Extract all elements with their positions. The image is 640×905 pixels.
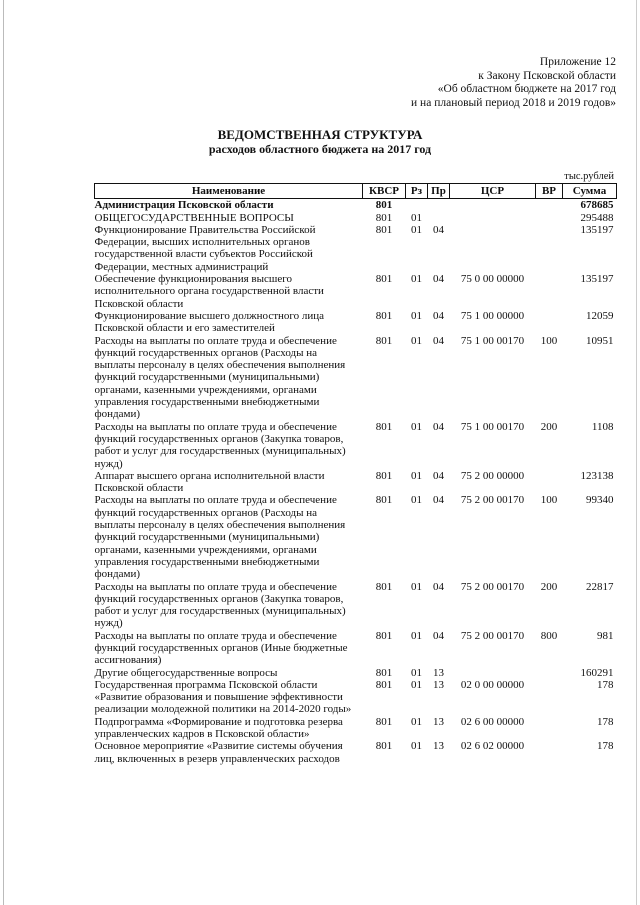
table-row <box>95 212 617 224</box>
cell-name: Функционирование Правительства Российской Федерации, высших исполнительных органов государственной власти субъектов Российской Федерации, местных администраций <box>94 223 316 273</box>
table-row <box>95 716 617 741</box>
cell-vr: 200 <box>540 580 558 593</box>
cell-ksvr: 801 <box>375 678 393 691</box>
cell-pr: 13 <box>433 715 444 728</box>
cell-rz: 01 <box>411 469 422 482</box>
table-row <box>95 494 617 580</box>
col-header-sum: Сумма <box>563 184 617 199</box>
cell-pr: 04 <box>433 580 444 593</box>
budget-table <box>94 183 617 765</box>
col-header-pr: Пр <box>428 184 450 199</box>
table-row <box>95 199 617 212</box>
cell-csr: 75 2 00 00170 <box>460 629 525 642</box>
cell-sum: 135197 <box>580 223 614 236</box>
cell-pr: 04 <box>433 420 444 433</box>
cell-name: Расходы на выплаты по оплате труда и обеспечение функций государственных органов (Закупка товаров, работ и услуг для государственных (муниципальных) нужд) <box>94 580 346 630</box>
cell-pr <box>428 199 450 212</box>
cell-vr <box>536 470 563 495</box>
cell-rz: 01 <box>411 678 422 691</box>
table-row <box>95 470 617 495</box>
cell-csr: 02 6 00 00000 <box>460 715 525 728</box>
cell-rz: 01 <box>411 309 422 322</box>
cell-name: Обеспечение функционирования высшего исполнительного органа государственной власти Псковской области <box>94 273 324 310</box>
cell-ksvr: 801 <box>375 334 393 347</box>
cell-vr: 100 <box>540 494 558 507</box>
col-header-vr: ВР <box>536 184 563 199</box>
cell-sum: 295488 <box>580 211 614 224</box>
table-row <box>95 273 617 310</box>
cell-ksvr: 801 <box>375 494 393 507</box>
cell-name: Подпрограмма «Формирование и подготовка резерва управленческих кадров в Псковской области» <box>94 715 343 741</box>
cell-ksvr: 801 <box>375 273 393 286</box>
cell-csr: 75 1 00 00000 <box>460 309 525 322</box>
table-row <box>95 310 617 335</box>
cell-pr <box>428 212 450 224</box>
cell-csr: 75 2 00 00000 <box>460 469 525 482</box>
cell-csr: 75 2 00 00170 <box>460 494 525 507</box>
approval-line-4: и на плановый период 2018 и 2019 годов» <box>411 96 616 109</box>
cell-ksvr: 801 <box>375 309 393 322</box>
approval-block <box>411 56 616 110</box>
table-row <box>95 679 617 716</box>
cell-sum: 1108 <box>591 420 614 433</box>
cell-rz: 01 <box>411 334 422 347</box>
approval-line-2: к Закону Псковской области <box>478 69 616 82</box>
units-label: тыс.рублей <box>564 171 614 182</box>
cell-ksvr: 801 <box>375 469 393 482</box>
cell-name: Другие общегосударственные вопросы <box>94 666 278 679</box>
cell-vr: 800 <box>540 629 558 642</box>
cell-ksvr: 801 <box>375 211 393 224</box>
cell-vr <box>536 679 563 716</box>
cell-vr <box>536 310 563 335</box>
table-row <box>95 421 617 470</box>
cell-csr <box>450 224 536 273</box>
cell-pr: 04 <box>433 334 444 347</box>
col-header-name: Наименование <box>95 184 363 199</box>
cell-sum: 10951 <box>586 334 614 347</box>
cell-pr: 13 <box>433 678 444 691</box>
cell-vr <box>536 224 563 273</box>
cell-rz: 01 <box>411 580 422 593</box>
cell-csr: 75 1 00 00170 <box>460 334 525 347</box>
cell-vr: 200 <box>540 420 558 433</box>
cell-rz: 01 <box>411 223 422 236</box>
cell-name: Расходы на выплаты по оплате труда и обеспечение функций государственных органов (Закупка товаров, работ и услуг для государственных (муниципальных) нужд) <box>94 420 346 470</box>
cell-rz: 01 <box>411 273 422 286</box>
cell-pr: 13 <box>433 666 444 679</box>
cell-csr: 75 2 00 00170 <box>460 580 525 593</box>
cell-sum: 22817 <box>586 580 614 593</box>
col-header-csr: ЦСР <box>450 184 536 199</box>
cell-pr: 04 <box>433 494 444 507</box>
cell-pr: 04 <box>433 629 444 642</box>
cell-pr: 04 <box>433 309 444 322</box>
cell-sum: 12059 <box>586 309 614 322</box>
table-row <box>95 667 617 679</box>
cell-csr: 75 0 00 00000 <box>460 273 525 286</box>
table-row <box>95 224 617 273</box>
cell-ksvr: 801 <box>375 629 393 642</box>
cell-name: Основное мероприятие «Развитие системы обучения лиц, включенных в резерв управленческих расходов <box>94 740 343 765</box>
col-header-rz: Рз <box>406 184 428 199</box>
cell-sum: 99340 <box>586 494 614 507</box>
cell-pr: 13 <box>433 740 444 753</box>
cell-rz <box>406 199 428 212</box>
cell-csr <box>450 212 536 224</box>
cell-csr <box>450 199 536 212</box>
cell-rz: 01 <box>411 211 422 224</box>
cell-csr: 02 6 02 00000 <box>460 740 525 753</box>
cell-sum: 678685 <box>580 199 614 212</box>
cell-sum: 123138 <box>580 469 614 482</box>
cell-sum: 981 <box>597 629 614 642</box>
cell-sum: 160291 <box>580 666 614 679</box>
cell-name: Расходы на выплаты по оплате труда и обеспечение функций государственных органов (Расходы на выплаты персоналу в целях обеспечения выполнения функций государственными (муниципальными) органами, казенными учреждениями, органами управления государственными внебюджетными фондами) <box>94 494 346 581</box>
cell-rz: 01 <box>411 494 422 507</box>
cell-sum: 178 <box>597 678 614 691</box>
title-line-1: ВЕДОМСТВЕННАЯ СТРУКТУРА <box>217 127 423 142</box>
cell-vr <box>536 199 563 212</box>
cell-vr <box>536 667 563 679</box>
cell-vr <box>536 740 563 765</box>
cell-ksvr: 801 <box>375 666 393 679</box>
document-title <box>0 128 640 156</box>
cell-name: Расходы на выплаты по оплате труда и обеспечение функций государственных органов (Расходы на выплаты персоналу в целях обеспечения выполнения функций государственными (муниципальными) органами, казенными учреждениями, органами управления государственными внебюджетными фондами) <box>94 334 346 421</box>
cell-ksvr: 801 <box>375 715 393 728</box>
title-line-2: расходов областного бюджета на 2017 год <box>208 142 432 156</box>
cell-sum: 178 <box>597 715 614 728</box>
cell-name: Администрация Псковской области <box>94 199 274 212</box>
cell-name: ОБЩЕГОСУДАРСТВЕННЫЕ ВОПРОСЫ <box>94 211 294 224</box>
cell-rz: 01 <box>411 420 422 433</box>
table-row <box>95 581 617 630</box>
cell-ksvr: 801 <box>375 740 393 753</box>
cell-rz: 01 <box>411 666 422 679</box>
cell-name: Аппарат высшего органа исполнительной власти Псковской области <box>94 469 325 495</box>
cell-pr: 04 <box>433 469 444 482</box>
cell-vr <box>536 716 563 741</box>
cell-name: Государственная программа Псковской области «Развитие образования и повышение эффективности реализации молодежной политики на 2014-2020 годы» <box>94 678 352 716</box>
cell-rz: 01 <box>411 629 422 642</box>
cell-ksvr: 801 <box>375 420 393 433</box>
cell-ksvr: 801 <box>375 223 393 236</box>
cell-ksvr: 801 <box>375 580 393 593</box>
cell-vr: 100 <box>540 334 558 347</box>
table-row <box>95 740 617 765</box>
cell-ksvr: 801 <box>375 199 393 212</box>
cell-pr: 04 <box>433 223 444 236</box>
cell-sum: 178 <box>597 740 614 753</box>
cell-rz: 01 <box>411 715 422 728</box>
cell-csr: 02 0 00 00000 <box>460 678 525 691</box>
table-row <box>95 630 617 667</box>
cell-name: Функционирование высшего должностного лица Псковской области и его заместителей <box>94 309 325 335</box>
cell-vr <box>536 212 563 224</box>
table-row <box>95 335 617 421</box>
col-header-ksvr: КВСР <box>363 184 406 199</box>
cell-vr <box>536 273 563 310</box>
cell-csr <box>450 667 536 679</box>
cell-sum: 135197 <box>580 273 614 286</box>
cell-csr: 75 1 00 00170 <box>460 420 525 433</box>
cell-name: Расходы на выплаты по оплате труда и обеспечение функций государственных органов (Иные бюджетные ассигнования) <box>94 629 348 667</box>
approval-line-1: Приложение 12 <box>539 56 616 68</box>
approval-line-3: «Об областном бюджете на 2017 год <box>437 83 616 95</box>
cell-rz: 01 <box>411 740 422 753</box>
cell-pr: 04 <box>433 273 444 286</box>
table-header-row <box>95 184 617 199</box>
